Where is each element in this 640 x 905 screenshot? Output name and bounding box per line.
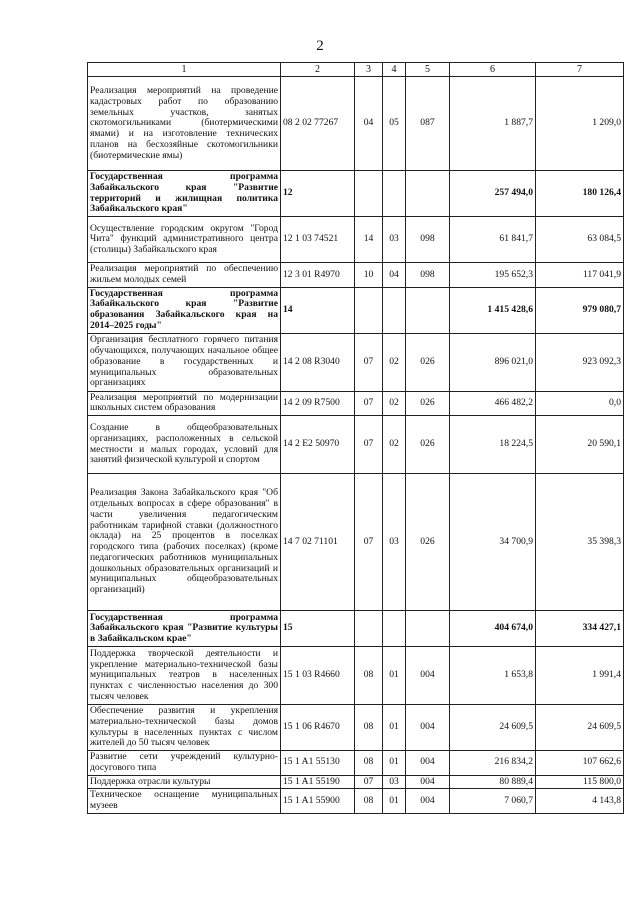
cell-sum1: 195 652,3 <box>450 263 536 287</box>
cell-code: 15 <box>281 611 355 647</box>
cell-name: Осуществление городским округом "Город Чита" функций административного центра (столицы) Забайкальского края <box>88 217 281 263</box>
cell-sum2: 0,0 <box>536 391 624 415</box>
cell-sum2: 334 427,1 <box>536 611 624 647</box>
cell-pr <box>383 611 406 647</box>
cell-name: Государственная программа Забайкальского края "Развитие территорий и жилищная политика Забайкальского края" <box>88 171 281 217</box>
table-row <box>88 647 624 705</box>
column-header: 5 <box>406 63 450 77</box>
cell-vr: 026 <box>406 416 450 474</box>
table-row <box>88 416 624 474</box>
cell-vr: 098 <box>406 263 450 287</box>
cell-name: Реализация мероприятий по обеспечению жильем молодых семей <box>88 263 281 287</box>
cell-name: Реализация мероприятий на проведение кадастровых работ по образованию земельных участков, занятых скотомогильниками (биотермическими ямами) и на изготовление технических планов на бесхозяйные скотомогильники (биотермические ямы) <box>88 77 281 171</box>
cell-code: 15 1 06 R4670 <box>281 705 355 751</box>
cell-pr: 05 <box>383 77 406 171</box>
cell-vr: 004 <box>406 789 450 813</box>
column-header: 2 <box>281 63 355 77</box>
table-row <box>88 775 624 789</box>
cell-vr: 026 <box>406 333 450 391</box>
cell-vr <box>406 287 450 333</box>
cell-sum2: 1 991,4 <box>536 647 624 705</box>
cell-sum1: 466 482,2 <box>450 391 536 415</box>
cell-code: 15 1 03 R4660 <box>281 647 355 705</box>
cell-name: Государственная программа Забайкальского края "Развитие культуры в Забайкальском крае" <box>88 611 281 647</box>
table-row <box>88 789 624 813</box>
cell-rz: 07 <box>355 474 383 611</box>
table-row <box>88 263 624 287</box>
cell-sum2: 4 143,8 <box>536 789 624 813</box>
cell-code: 12 <box>281 171 355 217</box>
column-header: 7 <box>536 63 624 77</box>
cell-code: 14 2 E2 50970 <box>281 416 355 474</box>
cell-sum2: 107 662,6 <box>536 751 624 775</box>
table-row <box>88 77 624 171</box>
cell-name: Обеспечение развития и укрепления материально-технической базы домов культуры в населенных пунктах с числом жителей до 50 тысяч человек <box>88 705 281 751</box>
cell-sum1: 80 889,4 <box>450 775 536 789</box>
cell-pr: 04 <box>383 263 406 287</box>
table-body <box>88 77 624 814</box>
cell-sum2: 35 398,3 <box>536 474 624 611</box>
cell-name: Развитие сети учреждений культурно-досугового типа <box>88 751 281 775</box>
cell-sum2: 979 080,7 <box>536 287 624 333</box>
cell-name: Реализация мероприятий по модернизации школьных систем образования <box>88 391 281 415</box>
cell-rz <box>355 287 383 333</box>
column-header: 3 <box>355 63 383 77</box>
cell-sum1: 1 887,7 <box>450 77 536 171</box>
cell-code: 14 <box>281 287 355 333</box>
cell-code: 14 7 02 71101 <box>281 474 355 611</box>
cell-rz: 04 <box>355 77 383 171</box>
cell-sum1: 1 415 428,6 <box>450 287 536 333</box>
cell-sum2: 24 609,5 <box>536 705 624 751</box>
cell-pr: 02 <box>383 333 406 391</box>
cell-sum1: 404 674,0 <box>450 611 536 647</box>
cell-sum1: 216 834,2 <box>450 751 536 775</box>
cell-rz: 14 <box>355 217 383 263</box>
table-row <box>88 391 624 415</box>
cell-vr: 026 <box>406 474 450 611</box>
cell-vr: 026 <box>406 391 450 415</box>
cell-code: 15 1 A1 55130 <box>281 751 355 775</box>
cell-code: 08 2 02 77267 <box>281 77 355 171</box>
cell-vr <box>406 171 450 217</box>
cell-rz <box>355 171 383 217</box>
cell-name: Поддержка творческой деятельности и укрепление материально-технической базы муниципальных театров в населенных пунктах с численностью населения до 300 тысяч человек <box>88 647 281 705</box>
table-header-row <box>88 63 624 77</box>
cell-name: Организация бесплатного горячего питания обучающихся, получающих начальное общее образование в государственных и муниципальных образовательных организациях <box>88 333 281 391</box>
program-row <box>88 171 624 217</box>
cell-sum2: 63 084,5 <box>536 217 624 263</box>
cell-sum1: 896 021,0 <box>450 333 536 391</box>
cell-name: Реализация Закона Забайкальского края "Об отдельных вопросах в сфере образования" в части увеличения педагогическим работникам тарифной ставки (должностного оклада) на 25 процентов в поселках городского типа (рабочих поселках) (кроме педагогических работников муниципальных дошкольных образовательных организаций и муниципальных общеобразовательных организаций) <box>88 474 281 611</box>
cell-rz <box>355 611 383 647</box>
cell-sum1: 257 494,0 <box>450 171 536 217</box>
cell-name: Создание в общеобразовательных организациях, расположенных в сельской местности и малых городах, условий для занятий физической культурой и спортом <box>88 416 281 474</box>
cell-rz: 07 <box>355 775 383 789</box>
cell-sum1: 1 653,8 <box>450 647 536 705</box>
cell-sum2: 1 209,0 <box>536 77 624 171</box>
cell-sum1: 24 609,5 <box>450 705 536 751</box>
program-row <box>88 287 624 333</box>
cell-rz: 08 <box>355 705 383 751</box>
cell-vr: 004 <box>406 775 450 789</box>
cell-vr: 087 <box>406 77 450 171</box>
cell-sum2: 923 092,3 <box>536 333 624 391</box>
cell-code: 14 2 08 R3040 <box>281 333 355 391</box>
cell-code: 12 3 01 R4970 <box>281 263 355 287</box>
cell-pr: 03 <box>383 217 406 263</box>
table-row <box>88 474 624 611</box>
cell-sum1: 18 224,5 <box>450 416 536 474</box>
cell-name: Государственная программа Забайкальского края "Развитие образования Забайкальского края на 2014–2025 годы" <box>88 287 281 333</box>
program-row <box>88 611 624 647</box>
cell-pr <box>383 171 406 217</box>
cell-pr: 03 <box>383 474 406 611</box>
cell-vr: 004 <box>406 705 450 751</box>
cell-pr: 01 <box>383 789 406 813</box>
cell-vr: 004 <box>406 751 450 775</box>
cell-sum2: 180 126,4 <box>536 171 624 217</box>
column-header: 6 <box>450 63 536 77</box>
cell-rz: 08 <box>355 647 383 705</box>
cell-rz: 07 <box>355 416 383 474</box>
cell-pr: 02 <box>383 416 406 474</box>
cell-pr: 02 <box>383 391 406 415</box>
table-row <box>88 333 624 391</box>
cell-pr: 01 <box>383 705 406 751</box>
table-row <box>88 751 624 775</box>
cell-pr: 01 <box>383 647 406 705</box>
cell-sum1: 61 841,7 <box>450 217 536 263</box>
table-row <box>88 705 624 751</box>
cell-code: 15 1 A1 55190 <box>281 775 355 789</box>
cell-rz: 07 <box>355 391 383 415</box>
cell-rz: 10 <box>355 263 383 287</box>
cell-sum2: 115 800,0 <box>536 775 624 789</box>
cell-sum1: 34 700,9 <box>450 474 536 611</box>
cell-name: Поддержка отрасли культуры <box>88 775 281 789</box>
cell-vr: 004 <box>406 647 450 705</box>
cell-pr: 01 <box>383 751 406 775</box>
cell-code: 15 1 A1 55900 <box>281 789 355 813</box>
cell-code: 14 2 09 R7500 <box>281 391 355 415</box>
cell-rz: 08 <box>355 789 383 813</box>
cell-pr <box>383 287 406 333</box>
cell-vr <box>406 611 450 647</box>
cell-rz: 07 <box>355 333 383 391</box>
cell-pr: 03 <box>383 775 406 789</box>
cell-code: 12 1 03 74521 <box>281 217 355 263</box>
cell-vr: 098 <box>406 217 450 263</box>
cell-rz: 08 <box>355 751 383 775</box>
table-row <box>88 217 624 263</box>
page-number: 2 <box>316 38 324 54</box>
column-header: 1 <box>88 63 281 77</box>
cell-sum2: 20 590,1 <box>536 416 624 474</box>
budget-table <box>87 62 624 814</box>
cell-sum1: 7 060,7 <box>450 789 536 813</box>
cell-name: Техническое оснащение муниципальных музеев <box>88 789 281 813</box>
cell-sum2: 117 041,9 <box>536 263 624 287</box>
column-header: 4 <box>383 63 406 77</box>
